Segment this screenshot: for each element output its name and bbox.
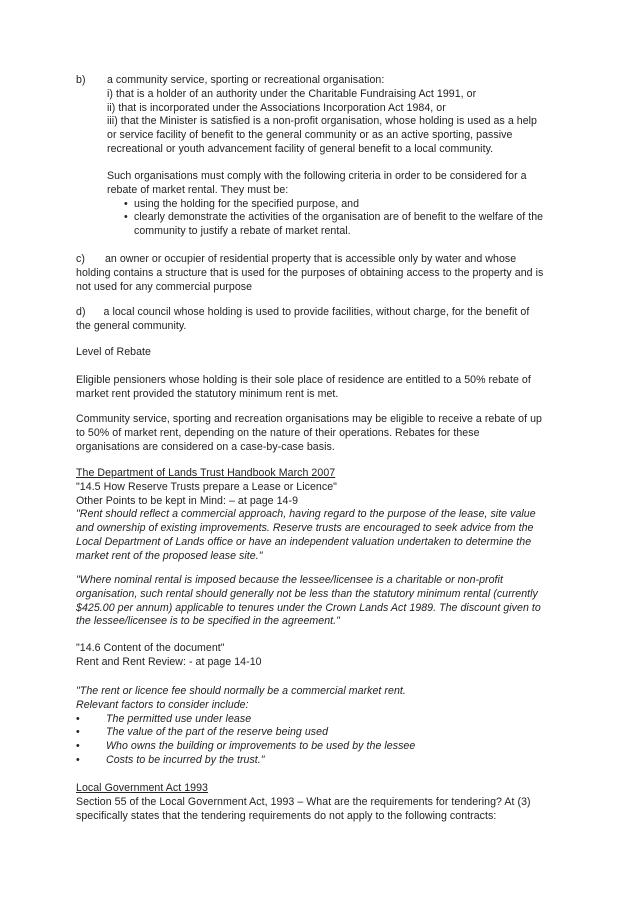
handbook-title: The Department of Lands Trust Handbook March 2007 xyxy=(76,467,336,479)
section-b xyxy=(76,74,596,157)
section-b-label: b) xyxy=(76,74,86,86)
handbook-ref: "14.6 Content of the document" xyxy=(76,642,225,654)
rebate-paragraph-1: Eligible pensioners whose holding is their sole place of residence are entitled to a 50% rebate of market rent provided the statutory minimum rent is met. xyxy=(76,374,531,400)
criteria-bullet-text: clearly demonstrate the activities of the organisation are of benefit to the welfare of the xyxy=(134,211,544,224)
section-c-label: c) xyxy=(76,253,85,265)
bullet-icon: • xyxy=(76,753,80,766)
bullet-icon: • xyxy=(76,712,80,725)
section-b-intro: a community service, sporting or recreational organisation: xyxy=(107,74,385,86)
section-c-line: c) an owner or occupier of residential property that is accessible only by water and whose xyxy=(76,253,517,265)
lga-line: specifically states that the tendering requirements do not apply to the following contracts: xyxy=(76,809,497,822)
handbook-ref: Rent and Rent Review: - at page 14-10 xyxy=(76,655,262,668)
bullet-icon: • xyxy=(76,726,80,739)
handbook-quote: Local Department of Lands office or have an independent valuation undertaken to determine the xyxy=(76,535,532,548)
section-b-sub-item: recreational or youth advancement facility of general benefit to a local community. xyxy=(107,142,494,155)
section-d-line: d) a local council whose holding is used to provide facilities, without charge, for the benefit of xyxy=(76,306,530,318)
section-b-criteria xyxy=(107,170,607,239)
lga-line: Section 55 of the Local Government Act, 1993 – What are the requirements for tendering? At (3) xyxy=(76,795,531,808)
lga-section xyxy=(76,782,596,823)
handbook-ref: Other Points to be kept in Mind: – at page 14-9 xyxy=(76,494,299,507)
criteria-bullet-text: using the holding for the specified purpose, and xyxy=(134,197,360,210)
section-c-line: not used for any commercial purpose xyxy=(76,280,253,293)
section-b-sub-item: iii) that the Minister is satisfied is a non-profit organisation, whose holding is used as a help xyxy=(107,115,538,128)
criteria-bullet xyxy=(124,211,607,239)
level-of-rebate-heading: Level of Rebate xyxy=(76,346,151,358)
section-b-sub-item: i) that is a holder of an authority under the Charitable Fundraising Act 1991, or xyxy=(107,87,477,100)
handbook-quote: "Rent should reflect a commercial approach, having regard to the purpose of the lease, site value xyxy=(76,508,536,521)
section-c xyxy=(76,253,596,294)
handbook-ref-section xyxy=(76,642,596,670)
section-d-label: d) xyxy=(76,306,86,318)
criteria-line: rebate of market rental. They must be: xyxy=(107,183,289,196)
handbook-ref: "14.5 How Reserve Trusts prepare a Lease or Licence" xyxy=(76,480,337,493)
handbook-quote-2: "Where nominal rental is imposed because the lessee/licensee is a charitable or non-profit organisation, such rental should generally not be less than the statutory minimum rental (currently $425.00 per annum) applicable to tenures under the Crown Lands Act 1989. The discount given to the lessee/licensee is to be specified in the agreement." xyxy=(76,574,541,628)
section-b-sub-item: ii) that is incorporated under the Associations Incorporation Act 1984, or xyxy=(107,101,446,114)
factor-item: • Costs to be incurred by the trust." xyxy=(76,753,265,766)
bullet-icon: • xyxy=(124,197,128,210)
criteria-bullet xyxy=(124,198,607,212)
factor-item: • Who owns the building or improvements to be used by the lessee xyxy=(76,740,416,753)
bullet-icon: • xyxy=(124,211,128,224)
handbook-quote: market rent of the proposed lease site." xyxy=(76,549,263,562)
section-d xyxy=(76,306,596,334)
rebate-paragraph-2: Community service, sporting and recreation organisations may be eligible to receive a rebate of up to 50% of market rent, depending on the nature of their operations. Rebates for these organisations are considered on a case-by-case basis. xyxy=(76,413,542,453)
handbook-quote: and ownership of existing improvements. Reserve trusts are encouraged to seek advice from the xyxy=(76,522,534,535)
factor-item: • The permitted use under lease xyxy=(76,712,252,725)
criteria-bullet-text: community to justify a rebate of market rental. xyxy=(134,225,351,238)
lga-title: Local Government Act 1993 xyxy=(76,782,208,794)
handbook-section xyxy=(76,467,596,564)
factor-item: • The value of the part of the reserve being used xyxy=(76,726,329,739)
section-b-sub-item: or service facility of benefit to the general community or as an active sporting, passive xyxy=(107,129,513,142)
handbook-quote-3: "The rent or licence fee should normally be a commercial market rent. Relevant factors to consider include: • The permitted use under lease • The value of the part of the reserve being used • Who owns the building or improvements to be used by the lessee • Costs to be incurred by the trust." xyxy=(76,685,596,768)
bullet-icon: • xyxy=(76,740,80,753)
criteria-line: Such organisations must comply with the following criteria in order to be considered for a xyxy=(107,170,527,182)
section-c-line: holding contains a structure that is used for the purposes of obtaining access to the property and is xyxy=(76,266,544,279)
section-d-line: the general community. xyxy=(76,319,187,332)
